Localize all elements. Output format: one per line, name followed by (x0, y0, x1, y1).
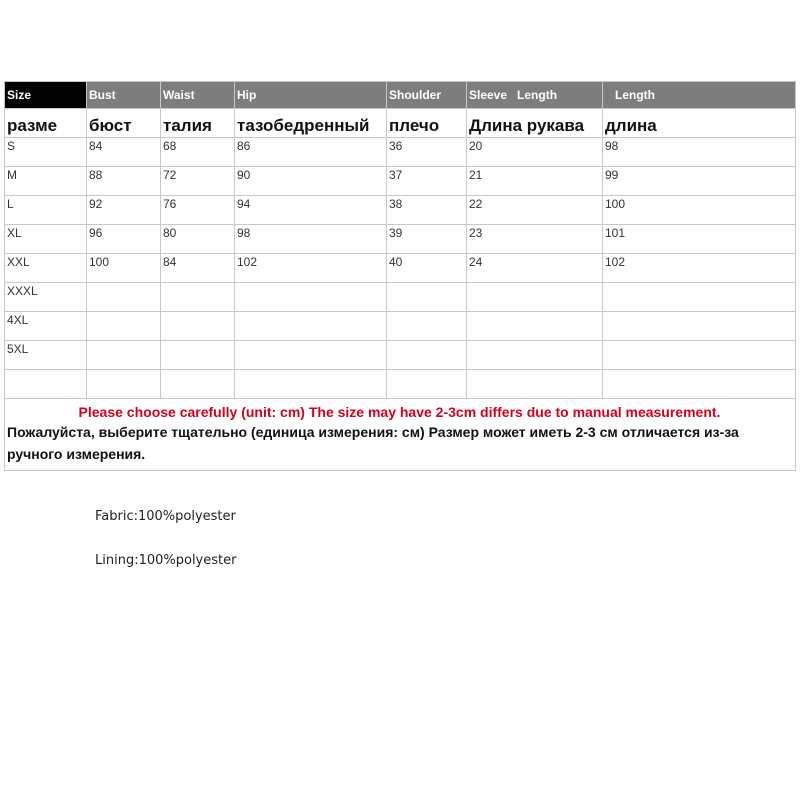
cell-waist: 84 (161, 254, 235, 283)
cell-size: XXXL (5, 283, 87, 312)
cell-sleeve-length: 21 (467, 167, 603, 196)
cell-shoulder: 39 (387, 225, 467, 254)
cell-shoulder: 40 (387, 254, 467, 283)
cell-waist: 68 (161, 138, 235, 167)
cell-sleeve-length: 20 (467, 138, 603, 167)
note-row (5, 399, 796, 471)
cell-waist: 80 (161, 225, 235, 254)
cell-waist (161, 283, 235, 312)
cell-bust: 88 (87, 167, 161, 196)
cell-size: L (5, 196, 87, 225)
cell-hip (235, 341, 387, 370)
table-row (5, 167, 796, 196)
cell-size: 4XL (5, 312, 87, 341)
cell-shoulder (387, 283, 467, 312)
header-ru-length: длина (603, 109, 796, 138)
header-bust: Bust (87, 82, 161, 109)
cell-length: 99 (603, 167, 796, 196)
table-row (5, 196, 796, 225)
table-row (5, 312, 796, 341)
cell-bust: 92 (87, 196, 161, 225)
header-row-english (5, 82, 796, 109)
size-chart-table (4, 81, 796, 471)
fabric-info: Fabric:100%polyester (95, 509, 236, 524)
cell-hip: 98 (235, 225, 387, 254)
table-row (5, 370, 796, 399)
header-length: Length (603, 82, 796, 109)
cell-sleeve-length: 24 (467, 254, 603, 283)
cell-shoulder: 36 (387, 138, 467, 167)
cell-sleeve-length: 23 (467, 225, 603, 254)
cell-bust (87, 341, 161, 370)
header-ru-shoulder: плечо (387, 109, 467, 138)
lining-info: Lining:100%polyester (95, 553, 237, 568)
header-size: Size (5, 82, 87, 109)
cell-length (603, 312, 796, 341)
cell-waist (161, 341, 235, 370)
cell-bust (87, 312, 161, 341)
cell-shoulder: 37 (387, 167, 467, 196)
cell-sleeve-length: 22 (467, 196, 603, 225)
cell-sleeve-length (467, 312, 603, 341)
cell-hip (235, 312, 387, 341)
table-row (5, 341, 796, 370)
header-row-russian (5, 109, 796, 138)
cell-waist (161, 312, 235, 341)
measurement-note (5, 399, 796, 471)
table-row (5, 225, 796, 254)
cell-size: 5XL (5, 341, 87, 370)
header-ru-waist: талия (161, 109, 235, 138)
note-russian: Пожалуйста, выберите тщательно (единица измерения: см) Размер может иметь 2-3 см отличается из-за ручного измерения. (7, 424, 739, 462)
cell-bust: 100 (87, 254, 161, 283)
cell-waist: 72 (161, 167, 235, 196)
cell-sleeve-length (467, 370, 603, 399)
cell-shoulder (387, 341, 467, 370)
header-shoulder: Shoulder (387, 82, 467, 109)
cell-size: M (5, 167, 87, 196)
cell-sleeve-length (467, 341, 603, 370)
cell-length: 98 (603, 138, 796, 167)
cell-size: S (5, 138, 87, 167)
cell-hip: 86 (235, 138, 387, 167)
cell-hip (235, 283, 387, 312)
cell-bust: 96 (87, 225, 161, 254)
cell-length (603, 370, 796, 399)
header-ru-bust: бюст (87, 109, 161, 138)
cell-length: 102 (603, 254, 796, 283)
cell-size: XXL (5, 254, 87, 283)
cell-length: 101 (603, 225, 796, 254)
cell-waist: 76 (161, 196, 235, 225)
table-row (5, 138, 796, 167)
cell-shoulder (387, 370, 467, 399)
header-hip: Hip (235, 82, 387, 109)
cell-hip (235, 370, 387, 399)
cell-bust (87, 283, 161, 312)
cell-size (5, 370, 87, 399)
table-row (5, 254, 796, 283)
table-row (5, 283, 796, 312)
cell-shoulder (387, 312, 467, 341)
header-ru-size: разме (5, 109, 87, 138)
cell-length (603, 283, 796, 312)
cell-hip: 94 (235, 196, 387, 225)
cell-waist (161, 370, 235, 399)
header-ru-hip: тазобедренный (235, 109, 387, 138)
cell-length: 100 (603, 196, 796, 225)
cell-size: XL (5, 225, 87, 254)
header-sleeve-length: Sleeve Length (467, 82, 603, 109)
cell-bust (87, 370, 161, 399)
cell-hip: 102 (235, 254, 387, 283)
header-ru-sleeve-length: Длина рукава (467, 109, 603, 138)
note-english: Please choose carefully (unit: cm) The size may have 2-3cm differs due to manual measurement. (78, 404, 721, 420)
cell-shoulder: 38 (387, 196, 467, 225)
cell-hip: 90 (235, 167, 387, 196)
cell-sleeve-length (467, 283, 603, 312)
cell-bust: 84 (87, 138, 161, 167)
header-waist: Waist (161, 82, 235, 109)
cell-length (603, 341, 796, 370)
